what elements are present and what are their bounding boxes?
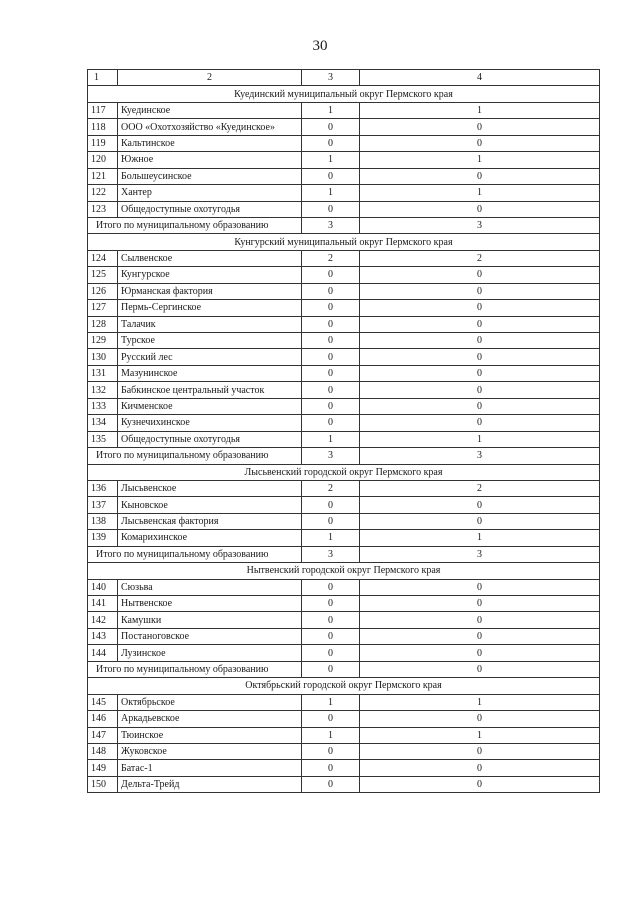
row-col-4: 0 — [360, 645, 600, 661]
header-col-3: 3 — [302, 70, 360, 86]
total-col-3: 3 — [302, 448, 360, 464]
total-row — [88, 546, 600, 562]
row-number: 126 — [88, 283, 118, 299]
row-name: Лысьвенское — [118, 480, 302, 496]
row-col-3: 0 — [302, 316, 360, 332]
row-col-3: 2 — [302, 250, 360, 266]
row-number: 125 — [88, 267, 118, 283]
row-col-3: 0 — [302, 645, 360, 661]
row-col-4: 1 — [360, 152, 600, 168]
total-col-3: 3 — [302, 546, 360, 562]
row-number: 146 — [88, 711, 118, 727]
row-col-4: 1 — [360, 530, 600, 546]
row-col-4: 0 — [360, 776, 600, 792]
row-col-4: 0 — [360, 333, 600, 349]
row-name: Постаноговское — [118, 628, 302, 644]
row-number: 122 — [88, 185, 118, 201]
row-col-4: 0 — [360, 628, 600, 644]
row-col-3: 0 — [302, 382, 360, 398]
row-name: Кичменское — [118, 398, 302, 414]
row-number: 138 — [88, 513, 118, 529]
row-col-4: 0 — [360, 497, 600, 513]
row-name: Кузнечихинское — [118, 415, 302, 431]
table-row — [88, 628, 600, 644]
table-row — [88, 316, 600, 332]
section-header-row — [88, 563, 600, 579]
row-number: 130 — [88, 349, 118, 365]
row-col-4: 0 — [360, 579, 600, 595]
row-name: Батас-1 — [118, 760, 302, 776]
row-col-4: 0 — [360, 283, 600, 299]
row-col-3: 1 — [302, 727, 360, 743]
table-row — [88, 727, 600, 743]
table-row — [88, 513, 600, 529]
row-name: Бабкинское центральный участок — [118, 382, 302, 398]
row-name: ООО «Охотхозяйство «Куединское» — [118, 119, 302, 135]
total-label: Итого по муниципальному образованию — [88, 448, 302, 464]
row-col-4: 0 — [360, 596, 600, 612]
total-col-4: 3 — [360, 217, 600, 233]
table-body — [88, 70, 600, 793]
row-name: Кальтинское — [118, 135, 302, 151]
section-title: Кунгурский муниципальный округ Пермского края — [88, 234, 600, 250]
row-col-3: 0 — [302, 267, 360, 283]
table-row — [88, 168, 600, 184]
row-col-3: 0 — [302, 513, 360, 529]
row-col-4: 0 — [360, 743, 600, 759]
table-row — [88, 283, 600, 299]
row-name: Кыновское — [118, 497, 302, 513]
row-number: 137 — [88, 497, 118, 513]
header-col-1: 1 — [88, 70, 118, 86]
row-col-4: 0 — [360, 349, 600, 365]
table-row — [88, 300, 600, 316]
table-row — [88, 612, 600, 628]
total-row — [88, 661, 600, 677]
row-name: Талачик — [118, 316, 302, 332]
row-col-3: 0 — [302, 628, 360, 644]
table-row — [88, 431, 600, 447]
row-name: Комарихинское — [118, 530, 302, 546]
row-col-3: 0 — [302, 596, 360, 612]
total-row — [88, 217, 600, 233]
table-row — [88, 349, 600, 365]
table-row — [88, 694, 600, 710]
row-col-4: 0 — [360, 415, 600, 431]
row-col-3: 0 — [302, 711, 360, 727]
section-header-row — [88, 86, 600, 102]
row-name: Жуковское — [118, 743, 302, 759]
row-col-4: 2 — [360, 250, 600, 266]
row-col-4: 0 — [360, 300, 600, 316]
table-row — [88, 365, 600, 381]
row-col-3: 0 — [302, 743, 360, 759]
total-col-3: 0 — [302, 661, 360, 677]
row-col-3: 0 — [302, 119, 360, 135]
row-col-3: 1 — [302, 694, 360, 710]
row-col-4: 0 — [360, 711, 600, 727]
total-col-4: 0 — [360, 661, 600, 677]
row-number: 120 — [88, 152, 118, 168]
row-col-3: 0 — [302, 201, 360, 217]
table-row — [88, 480, 600, 496]
table-row — [88, 530, 600, 546]
row-col-4: 1 — [360, 431, 600, 447]
row-name: Тюинское — [118, 727, 302, 743]
row-col-3: 0 — [302, 333, 360, 349]
row-name: Турское — [118, 333, 302, 349]
section-header-row — [88, 464, 600, 480]
table-row — [88, 776, 600, 792]
row-col-4: 0 — [360, 398, 600, 414]
section-header-row — [88, 678, 600, 694]
row-col-4: 0 — [360, 119, 600, 135]
row-col-4: 0 — [360, 135, 600, 151]
total-col-3: 3 — [302, 217, 360, 233]
row-name: Камушки — [118, 612, 302, 628]
row-number: 143 — [88, 628, 118, 644]
row-number: 124 — [88, 250, 118, 266]
header-col-4: 4 — [360, 70, 600, 86]
row-number: 132 — [88, 382, 118, 398]
row-col-3: 0 — [302, 349, 360, 365]
row-col-3: 0 — [302, 168, 360, 184]
row-col-4: 1 — [360, 727, 600, 743]
row-col-3: 1 — [302, 431, 360, 447]
table-row — [88, 743, 600, 759]
row-name: Мазунинское — [118, 365, 302, 381]
total-col-4: 3 — [360, 546, 600, 562]
row-name: Кунгурское — [118, 267, 302, 283]
row-col-3: 0 — [302, 365, 360, 381]
row-name: Южное — [118, 152, 302, 168]
row-name: Сюзьва — [118, 579, 302, 595]
table-row — [88, 201, 600, 217]
row-number: 135 — [88, 431, 118, 447]
row-col-4: 0 — [360, 168, 600, 184]
row-col-4: 1 — [360, 185, 600, 201]
row-number: 142 — [88, 612, 118, 628]
row-number: 149 — [88, 760, 118, 776]
row-name: Нытвенское — [118, 596, 302, 612]
table-row — [88, 152, 600, 168]
total-label: Итого по муниципальному образованию — [88, 546, 302, 562]
row-col-4: 0 — [360, 316, 600, 332]
header-row — [88, 70, 600, 86]
table-row — [88, 119, 600, 135]
row-name: Октябрьское — [118, 694, 302, 710]
row-number: 118 — [88, 119, 118, 135]
table-row — [88, 250, 600, 266]
table-row — [88, 185, 600, 201]
row-col-4: 0 — [360, 201, 600, 217]
row-name: Большеусинское — [118, 168, 302, 184]
row-col-3: 0 — [302, 415, 360, 431]
row-col-3: 0 — [302, 283, 360, 299]
row-col-4: 0 — [360, 382, 600, 398]
header-col-2: 2 — [118, 70, 302, 86]
table-row — [88, 711, 600, 727]
row-number: 141 — [88, 596, 118, 612]
row-number: 128 — [88, 316, 118, 332]
table-row — [88, 760, 600, 776]
row-name: Хантер — [118, 185, 302, 201]
row-number: 136 — [88, 480, 118, 496]
table-row — [88, 382, 600, 398]
row-name: Дельта-Трейд — [118, 776, 302, 792]
row-col-4: 0 — [360, 365, 600, 381]
row-col-3: 0 — [302, 612, 360, 628]
page-number: 30 — [312, 38, 328, 54]
row-col-3: 0 — [302, 497, 360, 513]
table-row — [88, 415, 600, 431]
row-col-4: 2 — [360, 480, 600, 496]
table-row — [88, 333, 600, 349]
row-col-4: 0 — [360, 612, 600, 628]
row-col-4: 0 — [360, 513, 600, 529]
row-col-3: 0 — [302, 579, 360, 595]
row-number: 129 — [88, 333, 118, 349]
row-name: Общедоступные охотугодья — [118, 431, 302, 447]
row-name: Лузинское — [118, 645, 302, 661]
table-row — [88, 267, 600, 283]
row-number: 117 — [88, 102, 118, 118]
row-number: 140 — [88, 579, 118, 595]
row-name: Сылвенское — [118, 250, 302, 266]
row-number: 134 — [88, 415, 118, 431]
table-row — [88, 645, 600, 661]
total-label: Итого по муниципальному образованию — [88, 217, 302, 233]
row-name: Юрманская фактория — [118, 283, 302, 299]
row-col-3: 0 — [302, 760, 360, 776]
row-number: 150 — [88, 776, 118, 792]
row-name: Лысьвенская фактория — [118, 513, 302, 529]
row-col-3: 0 — [302, 300, 360, 316]
table-row — [88, 135, 600, 151]
row-number: 139 — [88, 530, 118, 546]
row-number: 127 — [88, 300, 118, 316]
row-number: 133 — [88, 398, 118, 414]
row-col-3: 1 — [302, 185, 360, 201]
row-number: 131 — [88, 365, 118, 381]
table-row — [88, 398, 600, 414]
row-name: Общедоступные охотугодья — [118, 201, 302, 217]
row-number: 147 — [88, 727, 118, 743]
row-col-3: 1 — [302, 530, 360, 546]
row-number: 119 — [88, 135, 118, 151]
row-col-3: 0 — [302, 135, 360, 151]
total-col-4: 3 — [360, 448, 600, 464]
row-col-4: 1 — [360, 694, 600, 710]
row-col-3: 2 — [302, 480, 360, 496]
section-title: Куединский муниципальный округ Пермского края — [88, 86, 600, 102]
row-name: Русский лес — [118, 349, 302, 365]
row-number: 148 — [88, 743, 118, 759]
row-col-4: 1 — [360, 102, 600, 118]
section-title: Нытвенский городской округ Пермского края — [88, 563, 600, 579]
table-row — [88, 596, 600, 612]
row-col-4: 0 — [360, 760, 600, 776]
row-col-3: 1 — [302, 152, 360, 168]
row-name: Аркадьевское — [118, 711, 302, 727]
section-title: Лысьвенский городской округ Пермского края — [88, 464, 600, 480]
row-number: 145 — [88, 694, 118, 710]
row-name: Пермь-Сергинское — [118, 300, 302, 316]
total-row — [88, 448, 600, 464]
data-table — [87, 69, 600, 793]
section-header-row — [88, 234, 600, 250]
row-number: 123 — [88, 201, 118, 217]
row-col-3: 0 — [302, 776, 360, 792]
row-name: Куединское — [118, 102, 302, 118]
row-col-4: 0 — [360, 267, 600, 283]
table-row — [88, 579, 600, 595]
table-row — [88, 497, 600, 513]
row-number: 121 — [88, 168, 118, 184]
row-col-3: 1 — [302, 102, 360, 118]
total-label: Итого по муниципальному образованию — [88, 661, 302, 677]
row-number: 144 — [88, 645, 118, 661]
section-title: Октябрьский городской округ Пермского края — [88, 678, 600, 694]
row-col-3: 0 — [302, 398, 360, 414]
table-row — [88, 102, 600, 118]
